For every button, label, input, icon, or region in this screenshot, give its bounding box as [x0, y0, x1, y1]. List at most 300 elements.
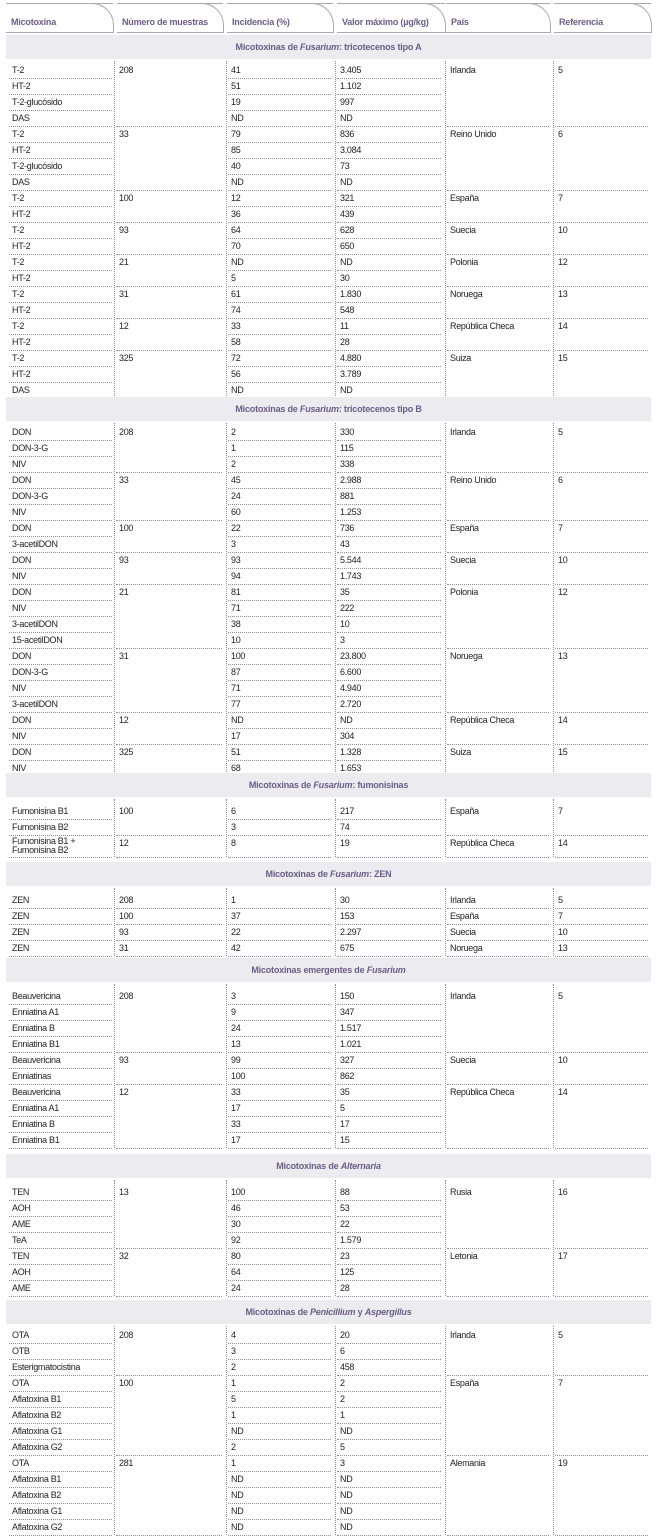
reference-cell: 7: [558, 193, 563, 203]
sample-count-cell: 93: [119, 555, 129, 565]
column-header-label: Incidencia (%): [232, 17, 290, 27]
mycotoxin-cell: TEN: [12, 1187, 30, 1197]
incidence-cell: 72: [231, 353, 241, 363]
country-cell: Polonia: [450, 257, 478, 267]
reference-cell: 14: [558, 838, 568, 848]
max-value-cell: 30: [340, 273, 350, 283]
max-value-cell: 330: [340, 427, 355, 437]
max-value-cell: 628: [340, 225, 355, 235]
header-corner: [202, 3, 224, 33]
max-value-cell: 150: [340, 991, 355, 1001]
max-value-cell: 881: [340, 491, 355, 501]
reference-cell: 7: [558, 806, 563, 816]
mycotoxin-cell: NIV: [12, 459, 27, 469]
incidence-cell: 58: [231, 337, 241, 347]
max-value-cell: 997: [340, 97, 355, 107]
max-value-cell: 115: [340, 443, 354, 453]
country-cell: Noruega: [450, 289, 483, 299]
row-divider: [337, 1148, 441, 1149]
column-header-label: Número de muestras: [122, 17, 208, 27]
reference-cell: 13: [558, 289, 568, 299]
incidence-cell: 74: [231, 305, 241, 315]
incidence-cell: 24: [231, 1283, 241, 1293]
mycotoxin-cell: DON-3-G: [12, 667, 48, 677]
incidence-cell: 45: [231, 475, 241, 485]
country-cell: Alemania: [450, 1458, 486, 1468]
country-cell: España: [450, 806, 479, 816]
sample-count-cell: 33: [119, 129, 129, 139]
reference-cell: 10: [558, 555, 568, 565]
incidence-cell: 99: [231, 1055, 241, 1065]
mycotoxin-cell: OTB: [12, 1346, 30, 1356]
section-title-italic: Fusarium: [300, 42, 339, 52]
max-value-cell: 1.102: [340, 81, 362, 91]
row-divider: [337, 1296, 441, 1297]
reference-cell: 7: [558, 911, 563, 921]
country-cell: Letonia: [450, 1251, 478, 1261]
mycotoxin-cell: T-2: [12, 193, 25, 203]
incidence-cell: 33: [231, 321, 241, 331]
row-divider: [228, 956, 331, 957]
incidence-cell: ND: [231, 1490, 244, 1500]
incidence-cell: 3: [231, 822, 236, 832]
mycotoxin-cell: DAS: [12, 177, 30, 187]
column-header: [554, 3, 651, 33]
sample-count-cell: 32: [119, 1251, 129, 1261]
mycotoxin-cell: AME: [12, 1283, 31, 1293]
mycotoxin-cell: AME: [12, 1219, 31, 1229]
section-title-italic: Fusarium: [366, 965, 406, 975]
incidence-cell: 68: [231, 763, 241, 773]
column-divider: [553, 984, 554, 1148]
incidence-cell: 85: [231, 145, 241, 155]
max-value-cell: 11: [340, 321, 349, 331]
incidence-cell: 3: [231, 991, 236, 1001]
country-cell: República Checa: [450, 715, 515, 725]
mycotoxin-cell: OTA: [12, 1330, 29, 1340]
column-header: [446, 3, 550, 33]
incidence-cell: 24: [231, 1023, 241, 1033]
mycotoxin-cell: DON-3-G: [12, 443, 48, 453]
max-value-cell: 35: [340, 587, 350, 597]
sample-count-cell: 325: [119, 353, 134, 363]
max-value-cell: 1.830: [340, 289, 362, 299]
mycotoxin-cell: DON: [12, 555, 32, 565]
row-divider: [9, 1148, 112, 1149]
column-divider: [335, 1180, 336, 1296]
incidence-cell: 1: [231, 895, 236, 905]
mycotoxin-cell: T-2: [12, 129, 25, 139]
reference-cell: 7: [558, 1378, 563, 1388]
max-value-cell: 4.940: [340, 683, 362, 693]
column-divider: [335, 423, 336, 776]
incidence-cell: 1: [231, 1410, 236, 1420]
incidence-cell: 80: [231, 1251, 241, 1261]
country-cell: España: [450, 1378, 479, 1388]
mycotoxin-cell: Enniatina A1: [12, 1007, 59, 1017]
mycotoxin-cell: DAS: [12, 385, 30, 395]
section-title-italic: Fusarium: [330, 869, 369, 879]
mycotoxin-cell: T-2: [12, 353, 25, 363]
reference-cell: 5: [558, 65, 563, 75]
incidence-cell: 51: [231, 747, 241, 757]
incidence-cell: ND: [231, 1522, 244, 1532]
mycotoxin-cell: Aflatoxina B1: [12, 1394, 62, 1404]
sample-count-cell: 208: [119, 65, 134, 75]
incidence-cell: 19: [231, 97, 241, 107]
header-corner: [529, 3, 551, 33]
incidence-cell: ND: [231, 385, 244, 395]
reference-cell: 5: [558, 1330, 563, 1340]
max-value-cell: 3: [340, 635, 345, 645]
max-value-cell: ND: [340, 385, 353, 395]
reference-cell: 10: [558, 1055, 568, 1065]
max-value-cell: 23.800: [340, 651, 366, 661]
incidence-cell: 8: [231, 838, 236, 848]
incidence-cell: 1: [231, 1458, 236, 1468]
country-cell: República Checa: [450, 838, 515, 848]
max-value-cell: 5.544: [340, 555, 362, 565]
reference-cell: 13: [558, 943, 568, 953]
column-divider: [445, 61, 446, 398]
column-divider: [445, 984, 446, 1148]
incidence-cell: 41: [231, 65, 241, 75]
mycotoxin-cell: OTA: [12, 1458, 29, 1468]
mycotoxin-cell: HT-2: [12, 337, 31, 347]
sample-count-cell: 93: [119, 927, 129, 937]
country-cell: Irlanda: [450, 65, 476, 75]
column-divider: [445, 1180, 446, 1296]
max-value-cell: 153: [340, 911, 355, 921]
mycotoxin-cell: DON-3-G: [12, 491, 48, 501]
column-divider: [226, 423, 227, 776]
incidence-cell: 2: [231, 1362, 236, 1372]
reference-cell: 16: [558, 1187, 568, 1197]
incidence-cell: 9: [231, 1007, 236, 1017]
reference-cell: 7: [558, 523, 563, 533]
max-value-cell: 4.880: [340, 353, 362, 363]
header-corner: [312, 3, 334, 33]
max-value-cell: ND: [340, 1506, 353, 1516]
mycotoxin-cell: NIV: [12, 763, 27, 773]
mycotoxin-cell: DON: [12, 523, 32, 533]
row-divider: [116, 1148, 222, 1149]
reference-cell: 12: [558, 587, 568, 597]
reference-cell: 6: [558, 475, 563, 485]
column-divider: [114, 61, 115, 398]
reference-cell: 10: [558, 927, 568, 937]
sample-count-cell: 31: [119, 943, 129, 953]
column-divider: [114, 888, 115, 956]
country-cell: Suecia: [450, 555, 476, 565]
mycotoxin-cell: Aflatoxina G2: [12, 1522, 63, 1532]
incidence-cell: 36: [231, 209, 241, 219]
reference-cell: 15: [558, 747, 568, 757]
mycotoxin-cell: Aflatoxina B2: [12, 1410, 62, 1420]
row-divider: [555, 1148, 648, 1149]
reference-cell: 15: [558, 353, 568, 363]
mycotoxin-cell: T-2: [12, 321, 25, 331]
incidence-cell: 100: [231, 1071, 246, 1081]
section-title: [6, 397, 651, 421]
column-header: [117, 3, 223, 33]
mycotoxin-cell: NIV: [12, 731, 27, 741]
column-divider: [553, 1326, 554, 1535]
mycotoxin-cell: Fumonisina B1: [12, 806, 69, 816]
incidence-cell: 71: [231, 683, 241, 693]
section-title-text: y: [355, 1307, 365, 1317]
max-value-cell: 43: [340, 539, 350, 549]
max-value-cell: 347: [340, 1007, 355, 1017]
section-title: [6, 1300, 651, 1324]
header-corner: [630, 3, 652, 33]
incidence-cell: 64: [231, 225, 241, 235]
column-divider: [335, 1326, 336, 1535]
incidence-cell: ND: [231, 1426, 244, 1436]
incidence-cell: ND: [231, 257, 244, 267]
incidence-cell: 38: [231, 619, 241, 629]
section-title-text: Micotoxinas de: [248, 780, 314, 790]
incidence-cell: 61: [231, 289, 241, 299]
mycotoxin-cell: Enniatina B: [12, 1023, 55, 1033]
mycotoxin-cell: Enniatina B1: [12, 1039, 60, 1049]
reference-cell: 14: [558, 1087, 568, 1097]
mycotoxin-cell: OTA: [12, 1378, 29, 1388]
mycotoxin-cell: T-2: [12, 65, 25, 75]
max-value-cell: 2.720: [340, 699, 362, 709]
sample-count-cell: 100: [119, 911, 134, 921]
max-value-cell: 3.405: [340, 65, 362, 75]
mycotoxin-cell: NIV: [12, 683, 27, 693]
mycotoxin-cell: HT-2: [12, 209, 31, 219]
max-value-cell: 1: [340, 1410, 345, 1420]
column-divider: [445, 1326, 446, 1535]
row-divider: [116, 1296, 222, 1297]
max-value-cell: 28: [340, 1283, 350, 1293]
section-title: [6, 773, 651, 797]
max-value-cell: 30: [340, 895, 350, 905]
country-cell: España: [450, 911, 479, 921]
reference-cell: 6: [558, 129, 563, 139]
country-cell: España: [450, 523, 479, 533]
row-divider: [447, 857, 549, 858]
sample-count-cell: 325: [119, 747, 134, 757]
incidence-cell: 33: [231, 1119, 241, 1129]
incidence-cell: 92: [231, 1235, 241, 1245]
country-cell: Reino Unido: [450, 475, 497, 485]
column-divider: [335, 984, 336, 1148]
column-divider: [114, 423, 115, 776]
row-divider: [228, 857, 331, 858]
mycotoxin-cell: Fumonisina B2: [12, 822, 69, 832]
incidence-cell: 42: [231, 943, 241, 953]
incidence-cell: ND: [231, 1474, 244, 1484]
country-cell: Suecia: [450, 225, 476, 235]
column-divider: [553, 1180, 554, 1296]
section-title-italic: Fusarium: [313, 780, 353, 790]
max-value-cell: 439: [340, 209, 355, 219]
country-cell: República Checa: [450, 1087, 515, 1097]
sample-count-cell: 208: [119, 895, 134, 905]
mycotoxin-cell: T-2: [12, 289, 25, 299]
mycotoxin-cell: Beauvericina: [12, 1055, 61, 1065]
mycotoxin-cell: ZEN: [12, 911, 30, 921]
mycotoxin-cell: 3-acetilDON: [12, 619, 58, 629]
mycotoxin-cell: HT-2: [12, 81, 31, 91]
country-cell: Irlanda: [450, 427, 476, 437]
country-cell: República Checa: [450, 321, 515, 331]
incidence-cell: 10: [231, 635, 241, 645]
mycotoxin-cell: Aflatoxina B2: [12, 1490, 62, 1500]
mycotoxin-cell: T-2: [12, 225, 25, 235]
reference-cell: 10: [558, 225, 568, 235]
mycotoxin-cell: DON: [12, 475, 32, 485]
sample-count-cell: 208: [119, 427, 134, 437]
incidence-cell: 94: [231, 571, 241, 581]
column-divider: [226, 799, 227, 857]
incidence-cell: 2: [231, 427, 236, 437]
incidence-cell: ND: [231, 177, 244, 187]
header-corner: [424, 3, 446, 33]
incidence-cell: 12: [231, 193, 241, 203]
mycotoxin-cell: Enniatina A1: [12, 1103, 59, 1113]
incidence-cell: 17: [231, 1103, 241, 1113]
mycotoxin-cell: HT-2: [12, 273, 31, 283]
incidence-cell: 2: [231, 1442, 236, 1452]
column-divider: [226, 888, 227, 956]
section-title: [6, 862, 651, 886]
reference-cell: 19: [558, 1458, 568, 1468]
incidence-cell: 1: [231, 443, 236, 453]
max-value-cell: 650: [340, 241, 355, 251]
row-divider: [555, 857, 648, 858]
mycotoxin-cell: HT-2: [12, 145, 31, 155]
max-value-cell: 15: [340, 1135, 350, 1145]
country-cell: Suiza: [450, 353, 472, 363]
column-header-label: Valor máximo (µg/kg): [342, 17, 429, 27]
column-header-label: País: [451, 17, 469, 27]
country-cell: Suecia: [450, 1055, 476, 1065]
max-value-cell: 836: [340, 129, 355, 139]
mycotoxin-cell: AOH: [12, 1203, 31, 1213]
mycotoxin-cell: ZEN: [12, 895, 30, 905]
sample-count-cell: 93: [119, 1055, 129, 1065]
max-value-cell: 2.988: [340, 475, 362, 485]
sample-count-cell: 21: [119, 257, 129, 267]
max-value-cell: 23: [340, 1251, 350, 1261]
mycotoxin-cell: TEN: [12, 1251, 30, 1261]
max-value-cell: 53: [340, 1203, 350, 1213]
max-value-cell: 125: [340, 1267, 355, 1277]
max-value-cell: 1.517: [340, 1023, 362, 1033]
mycotoxin-cell: Beauvericina: [12, 1087, 61, 1097]
column-divider: [553, 799, 554, 857]
country-cell: Noruega: [450, 651, 483, 661]
mycotoxin-cell: ZEN: [12, 927, 30, 937]
mycotoxin-cell: NIV: [12, 507, 27, 517]
mycotoxin-cell: Beauvericina: [12, 991, 61, 1001]
country-cell: Polonia: [450, 587, 478, 597]
incidence-cell: 30: [231, 1219, 241, 1229]
country-cell: Suiza: [450, 747, 472, 757]
max-value-cell: 28: [340, 337, 350, 347]
column-divider: [445, 799, 446, 857]
incidence-cell: 77: [231, 699, 241, 709]
mycotoxin-cell: Aflatoxina G1: [12, 1506, 63, 1516]
row-divider: [555, 956, 648, 957]
section-title: [6, 35, 651, 59]
max-value-cell: 1.253: [340, 507, 362, 517]
max-value-cell: 321: [340, 193, 355, 203]
incidence-cell: 1: [231, 1378, 236, 1388]
column-header: [227, 3, 333, 33]
section-title-italic: Aspergillus: [364, 1307, 412, 1317]
max-value-cell: 3.789: [340, 369, 362, 379]
section-title-text: Micotoxinas de: [235, 42, 301, 52]
country-cell: Irlanda: [450, 991, 476, 1001]
mycotoxin-cell: 3-acetilDON: [12, 699, 58, 709]
max-value-cell: 458: [340, 1362, 355, 1372]
column-header: [337, 3, 445, 33]
column-divider: [114, 799, 115, 857]
incidence-cell: 22: [231, 927, 241, 937]
mycotoxin-cell: HT-2: [12, 369, 31, 379]
sample-count-cell: 281: [119, 1458, 134, 1468]
incidence-cell: 60: [231, 507, 241, 517]
incidence-cell: 81: [231, 587, 241, 597]
column-divider: [445, 423, 446, 776]
max-value-cell: ND: [340, 715, 353, 725]
incidence-cell: 13: [231, 1039, 241, 1049]
max-value-cell: 5: [340, 1442, 345, 1452]
max-value-cell: ND: [340, 1426, 353, 1436]
max-value-cell: 222: [340, 603, 355, 613]
row-divider: [116, 857, 222, 858]
max-value-cell: 20: [340, 1330, 350, 1340]
column-divider: [335, 61, 336, 398]
max-value-cell: 74: [340, 822, 350, 832]
sample-count-cell: 12: [119, 838, 129, 848]
max-value-cell: ND: [340, 177, 353, 187]
section-title-italic: Alternaria: [340, 1161, 381, 1171]
incidence-cell: ND: [231, 715, 244, 725]
sample-count-cell: 12: [119, 715, 129, 725]
column-header: [6, 3, 113, 33]
row-divider: [228, 1148, 331, 1149]
country-cell: Irlanda: [450, 1330, 476, 1340]
column-divider: [114, 1180, 115, 1296]
incidence-cell: 71: [231, 603, 241, 613]
mycotoxin-cell: T-2-glucósido: [12, 161, 63, 171]
row-divider: [116, 956, 222, 957]
reference-cell: 5: [558, 991, 563, 1001]
row-divider: [9, 857, 112, 858]
column-header-label: Referencia: [559, 17, 604, 27]
column-divider: [114, 1326, 115, 1535]
mycotoxin-cell: TeA: [12, 1235, 27, 1245]
column-divider: [335, 888, 336, 956]
country-cell: Noruega: [450, 943, 483, 953]
column-divider: [553, 423, 554, 776]
max-value-cell: ND: [340, 1522, 353, 1532]
sample-count-cell: 33: [119, 475, 129, 485]
mycotoxin-cell: Esterigmatocistina: [12, 1362, 81, 1372]
mycotoxin-cell: DON: [12, 651, 32, 661]
max-value-cell: 73: [340, 161, 350, 171]
row-divider: [555, 1296, 648, 1297]
sample-count-cell: 208: [119, 1330, 134, 1340]
section-title-text: Micotoxinas de: [235, 404, 300, 414]
